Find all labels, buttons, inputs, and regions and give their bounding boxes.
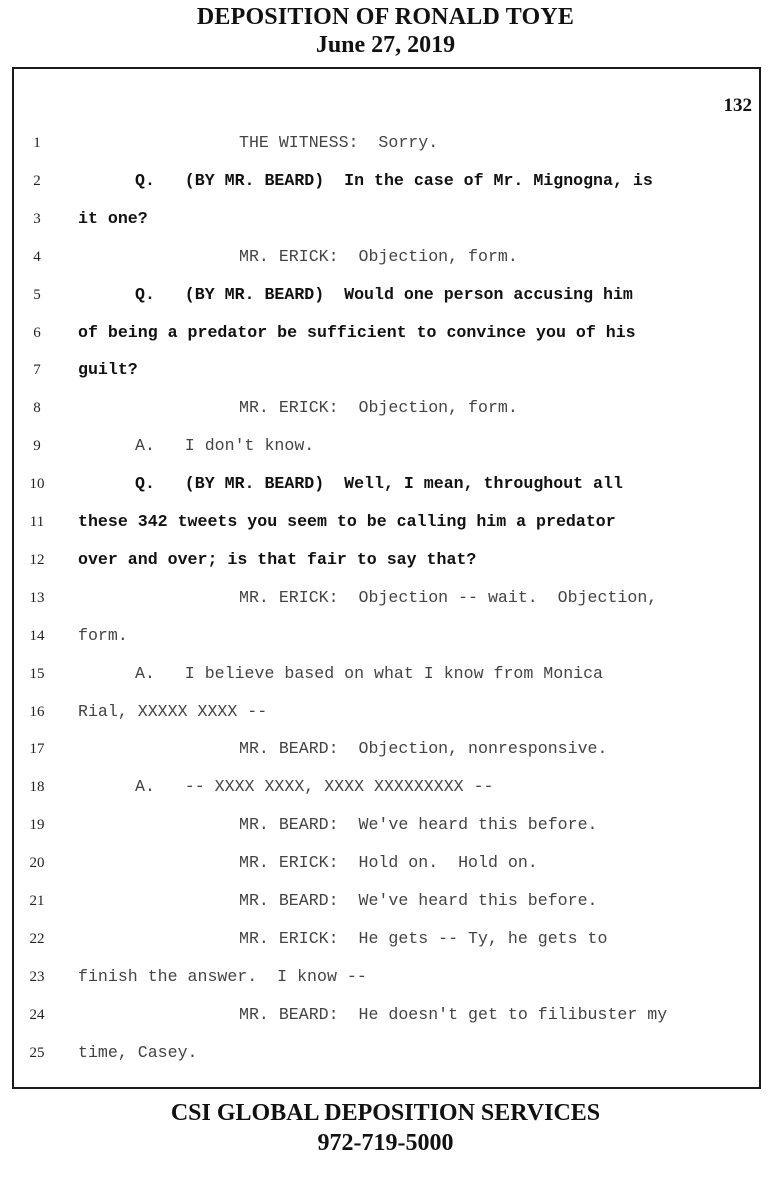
transcript-line: [0, 1035, 771, 1073]
transcript-line: [0, 997, 771, 1035]
line-number: 9: [33, 438, 41, 455]
line-number: 12: [29, 551, 45, 568]
line-number: 19: [29, 817, 45, 834]
transcript-line: [0, 277, 771, 315]
footer-company: CSI GLOBAL DEPOSITION SERVICES: [170, 1100, 601, 1126]
line-number: 13: [29, 589, 45, 606]
transcript-line: [0, 694, 771, 732]
line-number: 3: [33, 210, 41, 227]
line-text: MR. ERICK: He gets -- Ty, he gets to: [239, 928, 608, 948]
line-number: 14: [29, 627, 45, 644]
line-text: of being a predator be sufficient to convince you of his: [78, 322, 636, 342]
transcript-line: [0, 959, 771, 997]
line-text: these 342 tweets you seem to be calling him a predator: [78, 512, 616, 531]
line-text: MR. BEARD: We've heard this before.: [239, 815, 598, 835]
transcript-line: [0, 201, 771, 239]
line-number: 15: [29, 665, 45, 682]
transcript-line: [0, 845, 771, 883]
line-text: A. I believe based on what I know from Monica: [135, 663, 604, 683]
line-text: MR. ERICK: Objection, form.: [239, 398, 518, 418]
line-text: MR. ERICK: Hold on. Hold on.: [239, 853, 538, 873]
line-text: guilt?: [78, 360, 138, 380]
line-number: 18: [29, 779, 45, 796]
page-number: 132: [723, 95, 752, 116]
line-number: 1: [33, 135, 41, 151]
line-number: 8: [33, 400, 41, 417]
transcript-line: [0, 883, 771, 921]
line-text: over and over; is that fair to say that?: [78, 549, 477, 569]
transcript-line: [0, 239, 771, 277]
transcript-line: [0, 769, 771, 807]
line-text: MR. ERICK: Objection, form.: [239, 246, 518, 266]
transcript-line: [0, 542, 771, 580]
transcript-line: [0, 352, 771, 390]
line-text: MR. BEARD: We've heard this before.: [239, 891, 598, 910]
line-number: 22: [29, 930, 45, 947]
line-text: it one?: [78, 208, 148, 228]
transcript-line: [0, 315, 771, 353]
line-number: 6: [33, 324, 41, 341]
line-text: MR. BEARD: Objection, nonresponsive.: [239, 739, 608, 759]
line-number: 10: [29, 476, 45, 493]
line-number: 21: [29, 893, 45, 909]
transcript-line: [0, 618, 771, 656]
line-text: Q. (BY MR. BEARD) In the case of Mr. Mignogna, is: [135, 170, 653, 190]
transcript-line: [0, 580, 771, 618]
line-text: Q. (BY MR. BEARD) Well, I mean, throughout all: [135, 474, 623, 494]
line-number: 25: [29, 1044, 45, 1061]
footer-phone: 972-719-5000: [317, 1130, 454, 1156]
line-text: time, Casey.: [78, 1042, 198, 1062]
document-title: DEPOSITION OF RONALD TOYE: [196, 4, 575, 30]
line-text: Rial, XXXXX XXXX --: [78, 701, 268, 721]
line-number: 24: [29, 1006, 45, 1023]
transcript-line: [0, 807, 771, 845]
line-number: 7: [33, 362, 41, 379]
line-number: 23: [29, 968, 45, 985]
transcript-line: [0, 504, 771, 542]
transcript-line: [0, 656, 771, 694]
transcript-line: [0, 921, 771, 959]
transcript-line: [0, 428, 771, 466]
line-number: 17: [29, 741, 45, 758]
line-number: 4: [33, 248, 41, 265]
transcript-line: [0, 466, 771, 504]
line-text: A. -- XXXX XXXX, XXXX XXXXXXXXX --: [135, 777, 494, 797]
line-text: THE WITNESS: Sorry.: [239, 133, 439, 152]
line-text: finish the answer. I know --: [78, 966, 367, 986]
transcript-line: [0, 125, 771, 163]
line-text: form.: [78, 625, 128, 645]
line-number: 20: [29, 855, 45, 872]
line-text: A. I don't know.: [135, 436, 315, 456]
line-number: 2: [33, 172, 41, 189]
line-text: MR. ERICK: Objection -- wait. Objection,: [239, 587, 658, 607]
line-number: 16: [29, 703, 45, 720]
line-number: 5: [33, 286, 41, 303]
line-number: 11: [29, 514, 45, 530]
line-text: Q. (BY MR. BEARD) Would one person accusing him: [135, 284, 633, 304]
transcript-line: [0, 390, 771, 428]
line-text: MR. BEARD: He doesn't get to filibuster my: [239, 1004, 668, 1024]
deposition-date: June 27, 2019: [315, 32, 456, 58]
transcript-line: [0, 731, 771, 769]
transcript-line: [0, 163, 771, 201]
